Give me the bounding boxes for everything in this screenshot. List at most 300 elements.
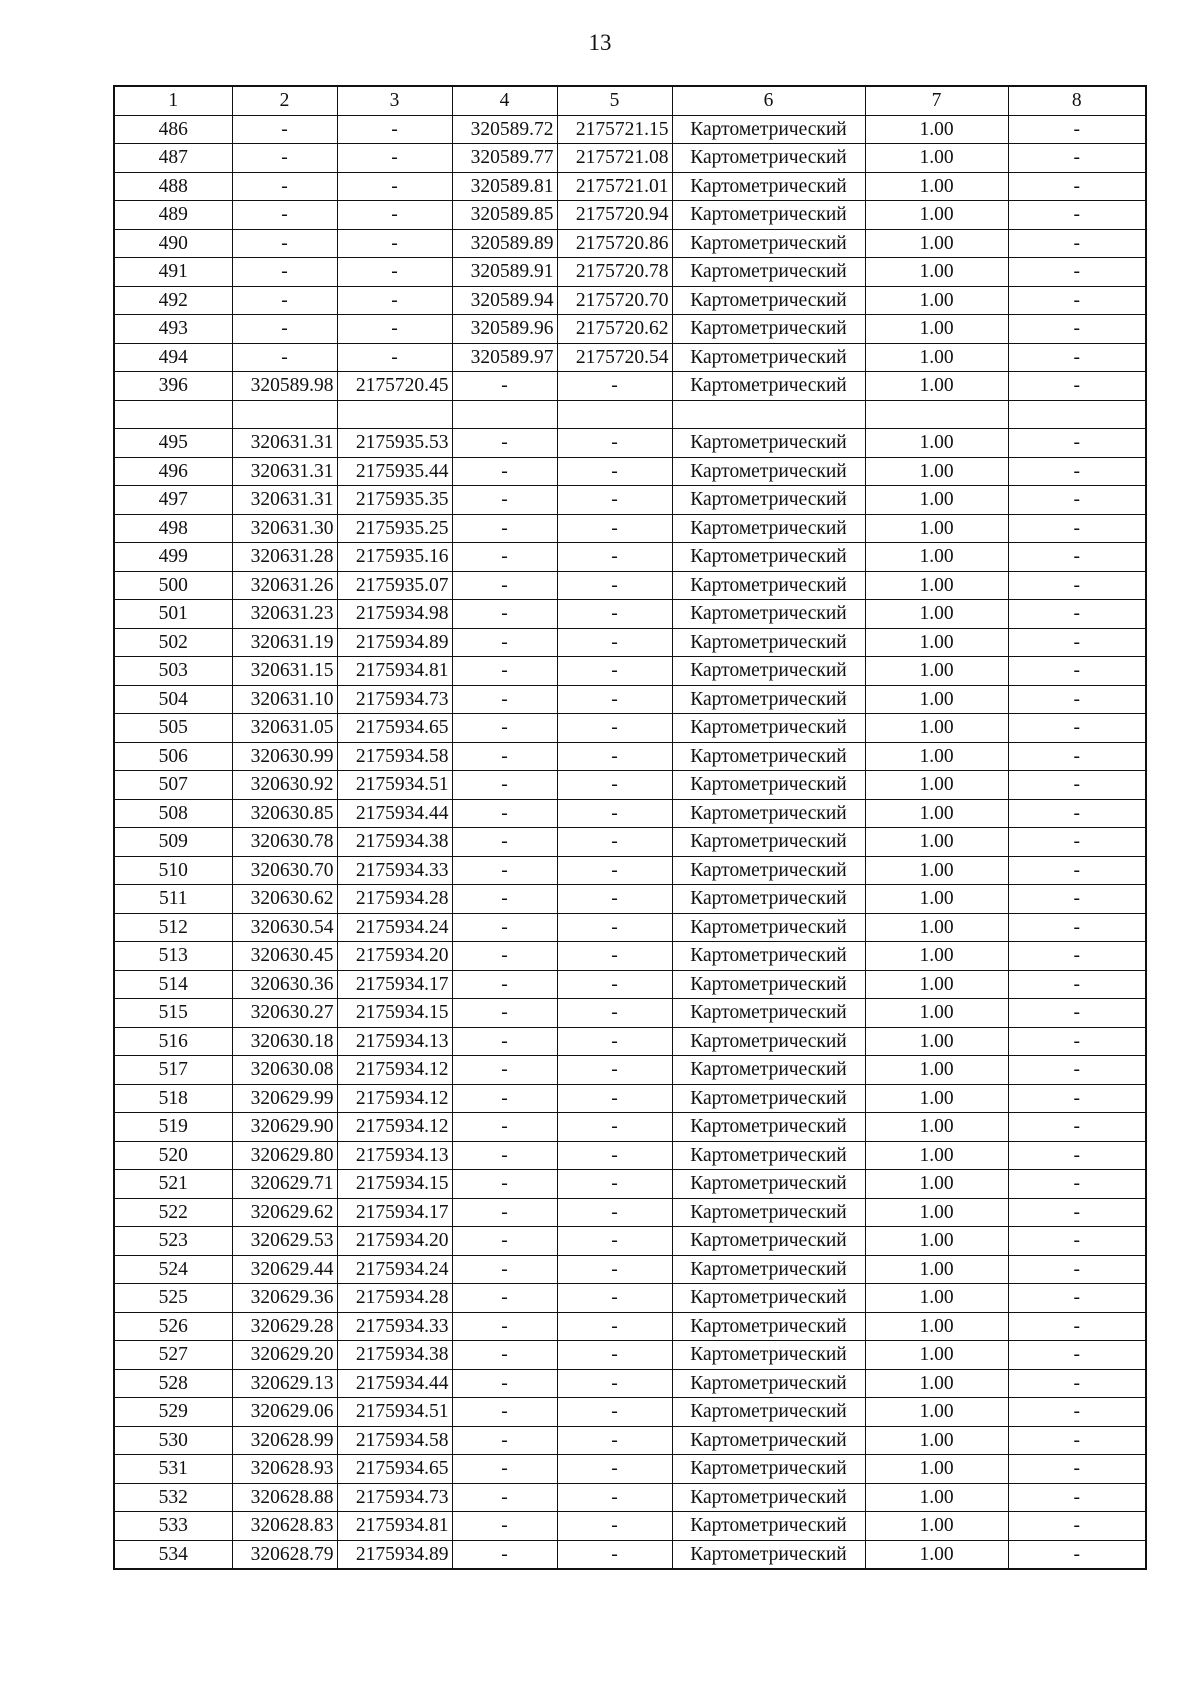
y-coordinate-new-cell: - xyxy=(557,372,672,401)
y-coordinate-old-cell: 2175935.53 xyxy=(337,429,452,458)
y-coordinate-new-cell: 2175720.78 xyxy=(557,258,672,287)
y-coordinate-new-cell: 2175721.01 xyxy=(557,172,672,201)
y-coordinate-old-cell: 2175934.44 xyxy=(337,1369,452,1398)
table-body xyxy=(114,115,1146,1569)
x-coordinate-old-cell: 320630.54 xyxy=(232,913,337,942)
point-number-cell: 526 xyxy=(114,1312,232,1341)
x-coordinate-old-cell: 320628.79 xyxy=(232,1540,337,1569)
accuracy-cell: 1.00 xyxy=(865,1426,1008,1455)
y-coordinate-new-cell: 2175720.86 xyxy=(557,229,672,258)
point-number-cell: 504 xyxy=(114,685,232,714)
x-coordinate-new-cell: - xyxy=(452,742,557,771)
determination-method-cell: Картометрический xyxy=(672,1113,865,1142)
y-coordinate-new-cell: - xyxy=(557,1369,672,1398)
accuracy-cell: 1.00 xyxy=(865,1113,1008,1142)
accuracy-cell: 1.00 xyxy=(865,771,1008,800)
table-row xyxy=(114,1512,1146,1541)
point-number-cell: 522 xyxy=(114,1198,232,1227)
accuracy-cell: 1.00 xyxy=(865,970,1008,999)
column-header-5: 5 xyxy=(557,86,672,115)
column-header-7: 7 xyxy=(865,86,1008,115)
y-coordinate-new-cell: - xyxy=(557,628,672,657)
description-cell: - xyxy=(1008,657,1146,686)
y-coordinate-old-cell: 2175934.12 xyxy=(337,1113,452,1142)
y-coordinate-old-cell: 2175934.17 xyxy=(337,1198,452,1227)
description-cell: - xyxy=(1008,1056,1146,1085)
x-coordinate-old-cell: 320631.31 xyxy=(232,429,337,458)
accuracy-cell: 1.00 xyxy=(865,429,1008,458)
y-coordinate-old-cell: - xyxy=(337,144,452,173)
y-coordinate-old-cell: 2175934.89 xyxy=(337,628,452,657)
determination-method-cell: Картометрический xyxy=(672,1455,865,1484)
x-coordinate-old-cell: 320630.18 xyxy=(232,1027,337,1056)
table-row xyxy=(114,828,1146,857)
y-coordinate-old-cell: 2175934.98 xyxy=(337,600,452,629)
y-coordinate-new-cell: - xyxy=(557,714,672,743)
point-number-cell: 494 xyxy=(114,343,232,372)
accuracy-cell: 1.00 xyxy=(865,1512,1008,1541)
description-cell: - xyxy=(1008,1540,1146,1569)
point-number-cell: 499 xyxy=(114,543,232,572)
x-coordinate-new-cell: - xyxy=(452,1113,557,1142)
x-coordinate-new-cell: - xyxy=(452,685,557,714)
y-coordinate-new-cell: - xyxy=(557,685,672,714)
table-row xyxy=(114,315,1146,344)
x-coordinate-new-cell: 320589.94 xyxy=(452,286,557,315)
determination-method-cell: Картометрический xyxy=(672,343,865,372)
x-coordinate-new-cell: - xyxy=(452,714,557,743)
description-cell: - xyxy=(1008,1198,1146,1227)
column-header-1: 1 xyxy=(114,86,232,115)
table-row xyxy=(114,486,1146,515)
description-cell: - xyxy=(1008,1227,1146,1256)
table-row xyxy=(114,970,1146,999)
description-cell: - xyxy=(1008,486,1146,515)
y-coordinate-new-cell: - xyxy=(557,571,672,600)
x-coordinate-old-cell: 320631.30 xyxy=(232,514,337,543)
accuracy-cell: 1.00 xyxy=(865,1398,1008,1427)
point-number-cell: 488 xyxy=(114,172,232,201)
point-number-cell: 519 xyxy=(114,1113,232,1142)
y-coordinate-old-cell: - xyxy=(337,343,452,372)
description-cell: - xyxy=(1008,1170,1146,1199)
x-coordinate-old-cell: 320629.80 xyxy=(232,1141,337,1170)
determination-method-cell: Картометрический xyxy=(672,913,865,942)
accuracy-cell xyxy=(865,400,1008,429)
determination-method-cell: Картометрический xyxy=(672,1084,865,1113)
determination-method-cell: Картометрический xyxy=(672,1483,865,1512)
accuracy-cell: 1.00 xyxy=(865,1284,1008,1313)
y-coordinate-old-cell: 2175934.24 xyxy=(337,1255,452,1284)
point-number-cell: 490 xyxy=(114,229,232,258)
y-coordinate-old-cell: 2175934.17 xyxy=(337,970,452,999)
x-coordinate-new-cell: - xyxy=(452,1027,557,1056)
accuracy-cell: 1.00 xyxy=(865,1369,1008,1398)
accuracy-cell: 1.00 xyxy=(865,856,1008,885)
y-coordinate-old-cell: 2175720.45 xyxy=(337,372,452,401)
x-coordinate-old-cell: 320630.45 xyxy=(232,942,337,971)
y-coordinate-old-cell: 2175934.28 xyxy=(337,1284,452,1313)
determination-method-cell xyxy=(672,400,865,429)
table-row xyxy=(114,1341,1146,1370)
x-coordinate-old-cell: 320629.62 xyxy=(232,1198,337,1227)
x-coordinate-new-cell: - xyxy=(452,771,557,800)
y-coordinate-old-cell: 2175935.16 xyxy=(337,543,452,572)
x-coordinate-new-cell: 320589.97 xyxy=(452,343,557,372)
point-number-cell: 507 xyxy=(114,771,232,800)
table-row xyxy=(114,229,1146,258)
y-coordinate-new-cell: - xyxy=(557,1141,672,1170)
table-row xyxy=(114,201,1146,230)
table-row xyxy=(114,1398,1146,1427)
point-number-cell: 528 xyxy=(114,1369,232,1398)
y-coordinate-new-cell: 2175720.70 xyxy=(557,286,672,315)
page-number: 13 xyxy=(588,30,612,55)
point-number-cell: 497 xyxy=(114,486,232,515)
determination-method-cell: Картометрический xyxy=(672,714,865,743)
table-row xyxy=(114,1170,1146,1199)
table-row xyxy=(114,172,1146,201)
x-coordinate-new-cell: - xyxy=(452,1141,557,1170)
x-coordinate-old-cell: - xyxy=(232,229,337,258)
y-coordinate-old-cell: 2175934.33 xyxy=(337,1312,452,1341)
table-row xyxy=(114,429,1146,458)
description-cell: - xyxy=(1008,115,1146,144)
table-row xyxy=(114,913,1146,942)
point-number-cell: 530 xyxy=(114,1426,232,1455)
y-coordinate-old-cell: - xyxy=(337,229,452,258)
point-number-cell: 502 xyxy=(114,628,232,657)
y-coordinate-new-cell: - xyxy=(557,1426,672,1455)
x-coordinate-new-cell: - xyxy=(452,1341,557,1370)
y-coordinate-new-cell: - xyxy=(557,1284,672,1313)
table-row xyxy=(114,1141,1146,1170)
y-coordinate-old-cell: 2175934.12 xyxy=(337,1056,452,1085)
description-cell: - xyxy=(1008,1341,1146,1370)
x-coordinate-new-cell: - xyxy=(452,1426,557,1455)
point-number-cell: 500 xyxy=(114,571,232,600)
x-coordinate-old-cell: 320630.27 xyxy=(232,999,337,1028)
table-row xyxy=(114,571,1146,600)
description-cell: - xyxy=(1008,799,1146,828)
x-coordinate-new-cell xyxy=(452,400,557,429)
x-coordinate-old-cell: 320631.23 xyxy=(232,600,337,629)
y-coordinate-new-cell: - xyxy=(557,970,672,999)
description-cell: - xyxy=(1008,1255,1146,1284)
x-coordinate-new-cell: 320589.91 xyxy=(452,258,557,287)
x-coordinate-old-cell: 320630.62 xyxy=(232,885,337,914)
description-cell: - xyxy=(1008,201,1146,230)
y-coordinate-new-cell: - xyxy=(557,1540,672,1569)
determination-method-cell: Картометрический xyxy=(672,457,865,486)
accuracy-cell: 1.00 xyxy=(865,1056,1008,1085)
point-number-cell: 505 xyxy=(114,714,232,743)
y-coordinate-old-cell: 2175935.25 xyxy=(337,514,452,543)
point-number-cell: 521 xyxy=(114,1170,232,1199)
y-coordinate-old-cell: 2175934.81 xyxy=(337,1512,452,1541)
point-number-cell: 517 xyxy=(114,1056,232,1085)
accuracy-cell: 1.00 xyxy=(865,1141,1008,1170)
determination-method-cell: Картометрический xyxy=(672,571,865,600)
x-coordinate-old-cell: 320628.93 xyxy=(232,1455,337,1484)
x-coordinate-new-cell: - xyxy=(452,913,557,942)
description-cell: - xyxy=(1008,685,1146,714)
x-coordinate-new-cell: - xyxy=(452,999,557,1028)
point-number-cell: 510 xyxy=(114,856,232,885)
determination-method-cell: Картометрический xyxy=(672,657,865,686)
table-row xyxy=(114,514,1146,543)
x-coordinate-new-cell: - xyxy=(452,885,557,914)
y-coordinate-new-cell: - xyxy=(557,657,672,686)
y-coordinate-new-cell: - xyxy=(557,771,672,800)
y-coordinate-old-cell: 2175935.44 xyxy=(337,457,452,486)
x-coordinate-new-cell: - xyxy=(452,1255,557,1284)
x-coordinate-old-cell: 320629.13 xyxy=(232,1369,337,1398)
table-row xyxy=(114,1113,1146,1142)
x-coordinate-old-cell xyxy=(232,400,337,429)
table-row xyxy=(114,771,1146,800)
x-coordinate-old-cell: 320630.70 xyxy=(232,856,337,885)
x-coordinate-new-cell: 320589.89 xyxy=(452,229,557,258)
accuracy-cell: 1.00 xyxy=(865,913,1008,942)
x-coordinate-new-cell: - xyxy=(452,486,557,515)
accuracy-cell: 1.00 xyxy=(865,1255,1008,1284)
x-coordinate-new-cell: - xyxy=(452,1170,557,1199)
x-coordinate-new-cell: 320589.85 xyxy=(452,201,557,230)
point-number-cell: 498 xyxy=(114,514,232,543)
y-coordinate-old-cell: - xyxy=(337,286,452,315)
point-number-cell: 523 xyxy=(114,1227,232,1256)
y-coordinate-old-cell: - xyxy=(337,201,452,230)
x-coordinate-old-cell: 320631.28 xyxy=(232,543,337,572)
description-cell: - xyxy=(1008,1084,1146,1113)
determination-method-cell: Картометрический xyxy=(672,799,865,828)
y-coordinate-old-cell: - xyxy=(337,115,452,144)
description-cell: - xyxy=(1008,600,1146,629)
determination-method-cell: Картометрический xyxy=(672,115,865,144)
table-row xyxy=(114,856,1146,885)
table-row xyxy=(114,999,1146,1028)
point-number-cell: 532 xyxy=(114,1483,232,1512)
x-coordinate-new-cell: - xyxy=(452,1369,557,1398)
determination-method-cell: Картометрический xyxy=(672,172,865,201)
description-cell: - xyxy=(1008,457,1146,486)
point-number-cell: 492 xyxy=(114,286,232,315)
point-number-cell: 520 xyxy=(114,1141,232,1170)
y-coordinate-new-cell: - xyxy=(557,828,672,857)
table-row xyxy=(114,1540,1146,1569)
point-number-cell: 513 xyxy=(114,942,232,971)
description-cell: - xyxy=(1008,913,1146,942)
determination-method-cell: Картометрический xyxy=(672,543,865,572)
table-row xyxy=(114,543,1146,572)
y-coordinate-new-cell: - xyxy=(557,799,672,828)
determination-method-cell: Картометрический xyxy=(672,600,865,629)
y-coordinate-new-cell: - xyxy=(557,1056,672,1085)
y-coordinate-new-cell: - xyxy=(557,1312,672,1341)
table-row xyxy=(114,1027,1146,1056)
y-coordinate-new-cell: - xyxy=(557,885,672,914)
x-coordinate-new-cell: - xyxy=(452,1284,557,1313)
table-row xyxy=(114,714,1146,743)
determination-method-cell: Картометрический xyxy=(672,1540,865,1569)
x-coordinate-old-cell: 320628.88 xyxy=(232,1483,337,1512)
description-cell: - xyxy=(1008,1398,1146,1427)
y-coordinate-old-cell: 2175935.35 xyxy=(337,486,452,515)
determination-method-cell: Картометрический xyxy=(672,514,865,543)
x-coordinate-new-cell: - xyxy=(452,514,557,543)
determination-method-cell: Картометрический xyxy=(672,628,865,657)
accuracy-cell: 1.00 xyxy=(865,258,1008,287)
determination-method-cell: Картометрический xyxy=(672,1170,865,1199)
determination-method-cell: Картометрический xyxy=(672,1255,865,1284)
accuracy-cell: 1.00 xyxy=(865,799,1008,828)
description-cell: - xyxy=(1008,286,1146,315)
y-coordinate-new-cell: 2175720.62 xyxy=(557,315,672,344)
table-row xyxy=(114,372,1146,401)
y-coordinate-new-cell: - xyxy=(557,742,672,771)
x-coordinate-new-cell: - xyxy=(452,942,557,971)
x-coordinate-old-cell: 320628.83 xyxy=(232,1512,337,1541)
description-cell: - xyxy=(1008,742,1146,771)
x-coordinate-old-cell: 320631.26 xyxy=(232,571,337,600)
description-cell: - xyxy=(1008,1113,1146,1142)
x-coordinate-old-cell: - xyxy=(232,201,337,230)
x-coordinate-new-cell: - xyxy=(452,1056,557,1085)
accuracy-cell: 1.00 xyxy=(865,942,1008,971)
x-coordinate-old-cell: - xyxy=(232,172,337,201)
accuracy-cell: 1.00 xyxy=(865,1027,1008,1056)
determination-method-cell: Картометрический xyxy=(672,685,865,714)
y-coordinate-old-cell: - xyxy=(337,172,452,201)
table-row xyxy=(114,1369,1146,1398)
x-coordinate-new-cell: - xyxy=(452,1540,557,1569)
y-coordinate-new-cell: - xyxy=(557,1113,672,1142)
x-coordinate-new-cell: - xyxy=(452,1084,557,1113)
accuracy-cell: 1.00 xyxy=(865,1084,1008,1113)
column-header-4: 4 xyxy=(452,86,557,115)
y-coordinate-old-cell: 2175934.44 xyxy=(337,799,452,828)
table-row xyxy=(114,1455,1146,1484)
table-row xyxy=(114,885,1146,914)
determination-method-cell: Картометрический xyxy=(672,1341,865,1370)
description-cell: - xyxy=(1008,970,1146,999)
table-row xyxy=(114,1056,1146,1085)
y-coordinate-new-cell: - xyxy=(557,1512,672,1541)
table-row xyxy=(114,742,1146,771)
y-coordinate-old-cell: 2175934.38 xyxy=(337,828,452,857)
accuracy-cell: 1.00 xyxy=(865,229,1008,258)
accuracy-cell: 1.00 xyxy=(865,343,1008,372)
table-row xyxy=(114,258,1146,287)
point-number-cell: 533 xyxy=(114,1512,232,1541)
y-coordinate-old-cell: 2175934.38 xyxy=(337,1341,452,1370)
table-row xyxy=(114,1227,1146,1256)
description-cell: - xyxy=(1008,1426,1146,1455)
x-coordinate-old-cell: 320630.08 xyxy=(232,1056,337,1085)
accuracy-cell: 1.00 xyxy=(865,1483,1008,1512)
x-coordinate-new-cell: 320589.72 xyxy=(452,115,557,144)
y-coordinate-new-cell: - xyxy=(557,856,672,885)
table-row xyxy=(114,942,1146,971)
determination-method-cell: Картометрический xyxy=(672,1141,865,1170)
accuracy-cell: 1.00 xyxy=(865,885,1008,914)
y-coordinate-new-cell: - xyxy=(557,1227,672,1256)
accuracy-cell: 1.00 xyxy=(865,657,1008,686)
accuracy-cell: 1.00 xyxy=(865,286,1008,315)
y-coordinate-old-cell: - xyxy=(337,315,452,344)
y-coordinate-old-cell: 2175934.13 xyxy=(337,1141,452,1170)
x-coordinate-old-cell: 320628.99 xyxy=(232,1426,337,1455)
x-coordinate-old-cell: 320630.92 xyxy=(232,771,337,800)
x-coordinate-old-cell: - xyxy=(232,343,337,372)
y-coordinate-new-cell: 2175720.54 xyxy=(557,343,672,372)
y-coordinate-old-cell: 2175934.73 xyxy=(337,685,452,714)
description-cell: - xyxy=(1008,828,1146,857)
y-coordinate-old-cell: 2175934.15 xyxy=(337,999,452,1028)
point-number-cell: 503 xyxy=(114,657,232,686)
accuracy-cell: 1.00 xyxy=(865,828,1008,857)
x-coordinate-old-cell: 320629.90 xyxy=(232,1113,337,1142)
y-coordinate-old-cell: 2175934.13 xyxy=(337,1027,452,1056)
description-cell: - xyxy=(1008,343,1146,372)
description-cell: - xyxy=(1008,315,1146,344)
description-cell: - xyxy=(1008,144,1146,173)
x-coordinate-old-cell: 320630.99 xyxy=(232,742,337,771)
x-coordinate-new-cell: - xyxy=(452,571,557,600)
y-coordinate-old-cell: 2175934.24 xyxy=(337,913,452,942)
accuracy-cell: 1.00 xyxy=(865,372,1008,401)
x-coordinate-new-cell: - xyxy=(452,1312,557,1341)
table-row xyxy=(114,1312,1146,1341)
description-cell: - xyxy=(1008,714,1146,743)
y-coordinate-old-cell: 2175934.51 xyxy=(337,771,452,800)
x-coordinate-new-cell: - xyxy=(452,970,557,999)
x-coordinate-old-cell: 320631.31 xyxy=(232,486,337,515)
description-cell xyxy=(1008,400,1146,429)
y-coordinate-new-cell: - xyxy=(557,429,672,458)
x-coordinate-new-cell: 320589.81 xyxy=(452,172,557,201)
x-coordinate-new-cell: - xyxy=(452,429,557,458)
accuracy-cell: 1.00 xyxy=(865,115,1008,144)
point-number-cell: 512 xyxy=(114,913,232,942)
determination-method-cell: Картометрический xyxy=(672,828,865,857)
accuracy-cell: 1.00 xyxy=(865,1341,1008,1370)
accuracy-cell: 1.00 xyxy=(865,201,1008,230)
table-row xyxy=(114,457,1146,486)
x-coordinate-new-cell: - xyxy=(452,1398,557,1427)
x-coordinate-old-cell: 320630.78 xyxy=(232,828,337,857)
description-cell: - xyxy=(1008,628,1146,657)
point-number-cell: 495 xyxy=(114,429,232,458)
y-coordinate-new-cell: - xyxy=(557,913,672,942)
determination-method-cell: Картометрический xyxy=(672,1369,865,1398)
point-number-cell: 493 xyxy=(114,315,232,344)
determination-method-cell: Картометрический xyxy=(672,429,865,458)
column-header-2: 2 xyxy=(232,86,337,115)
y-coordinate-new-cell: - xyxy=(557,457,672,486)
table-row xyxy=(114,286,1146,315)
determination-method-cell: Картометрический xyxy=(672,970,865,999)
table-row xyxy=(114,1198,1146,1227)
point-number-cell xyxy=(114,400,232,429)
x-coordinate-new-cell: - xyxy=(452,856,557,885)
description-cell: - xyxy=(1008,1455,1146,1484)
y-coordinate-new-cell: - xyxy=(557,1255,672,1284)
x-coordinate-new-cell: - xyxy=(452,1455,557,1484)
description-cell: - xyxy=(1008,885,1146,914)
description-cell: - xyxy=(1008,856,1146,885)
